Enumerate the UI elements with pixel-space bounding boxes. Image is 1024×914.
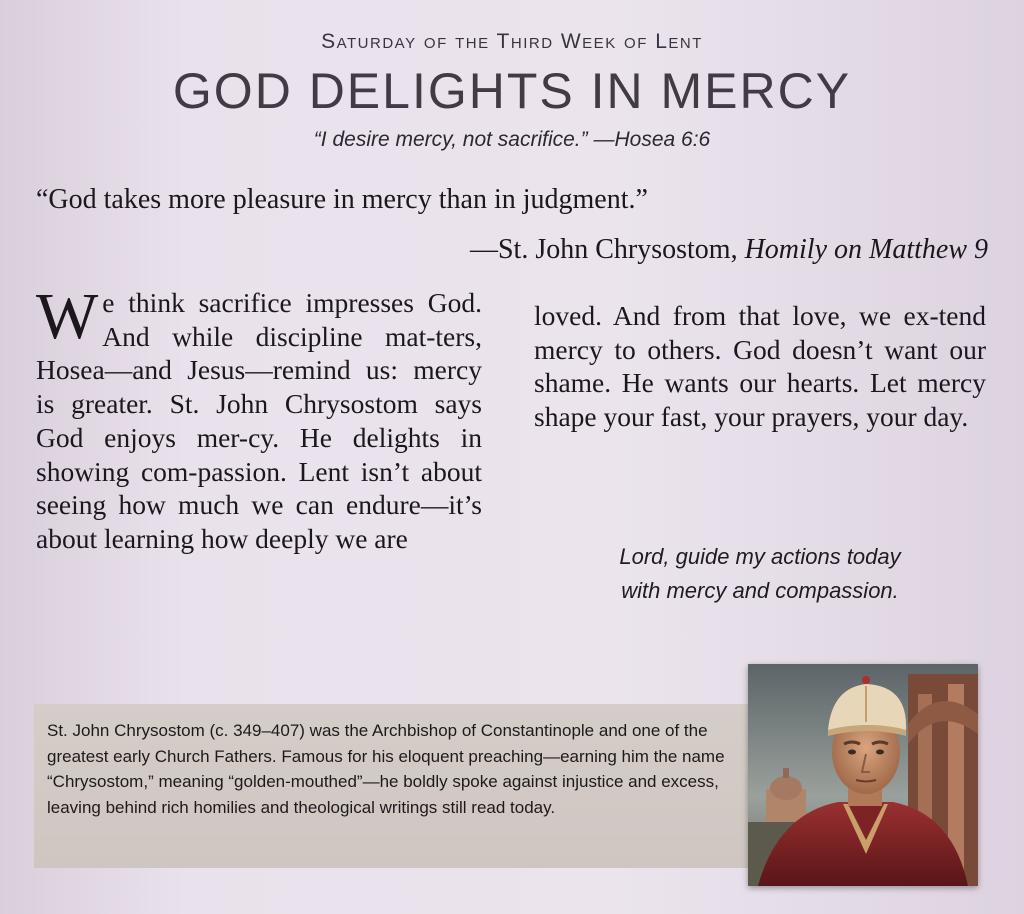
page-title: GOD DELIGHTS IN MERCY [172,63,852,119]
quote-attribution [470,234,988,266]
body-text-left: e think sacrifice impresses God. And while discipline mat-ters, Hosea—and Jesus—remind us: mercy is greater. St. John Chrysostom says God enjoys mer-cy. He delights in showing com-passion. Lent isn’t about seeing how much we can endure—it’s about learning how deeply we are [36,287,482,554]
bio-text: St. John Chrysostom (c. 349–407) was the Archbishop of Constantinople and one of the greatest early Church Fathers. Famous for his eloquent preaching—earning him the name “Chrysostom,” meaning “golden-mouthed”—he boldly spoke against injustice and excess, leaving behind rich homilies and theological writings still read today. [47,721,725,817]
body-column-right: loved. And from that love, we ex-tend mercy to others. God doesn’t want our shame. He wants our hearts. Let mercy shape your fast, your prayers, your day. [534,300,986,433]
drop-cap: W [36,280,99,353]
prayer-line-2: with mercy and compassion. [621,578,899,603]
quote-author: —St. John Chrysostom, [469,234,738,265]
quote-work: Homily on Matthew 9 [744,234,988,265]
portrait-st-john-chrysostom [748,664,978,886]
pull-quote: “God takes more pleasure in mercy than in judgment.” [36,184,648,215]
prayer-line-1: Lord, guide my actions today [619,544,901,569]
closing-prayer [560,540,960,608]
page-kicker: Saturday of the Third Week of Lent [321,30,703,53]
scripture-epigraph: “I desire mercy, not sacrifice.” —Hosea 6:6 [313,128,711,151]
body-column-left [36,280,482,556]
